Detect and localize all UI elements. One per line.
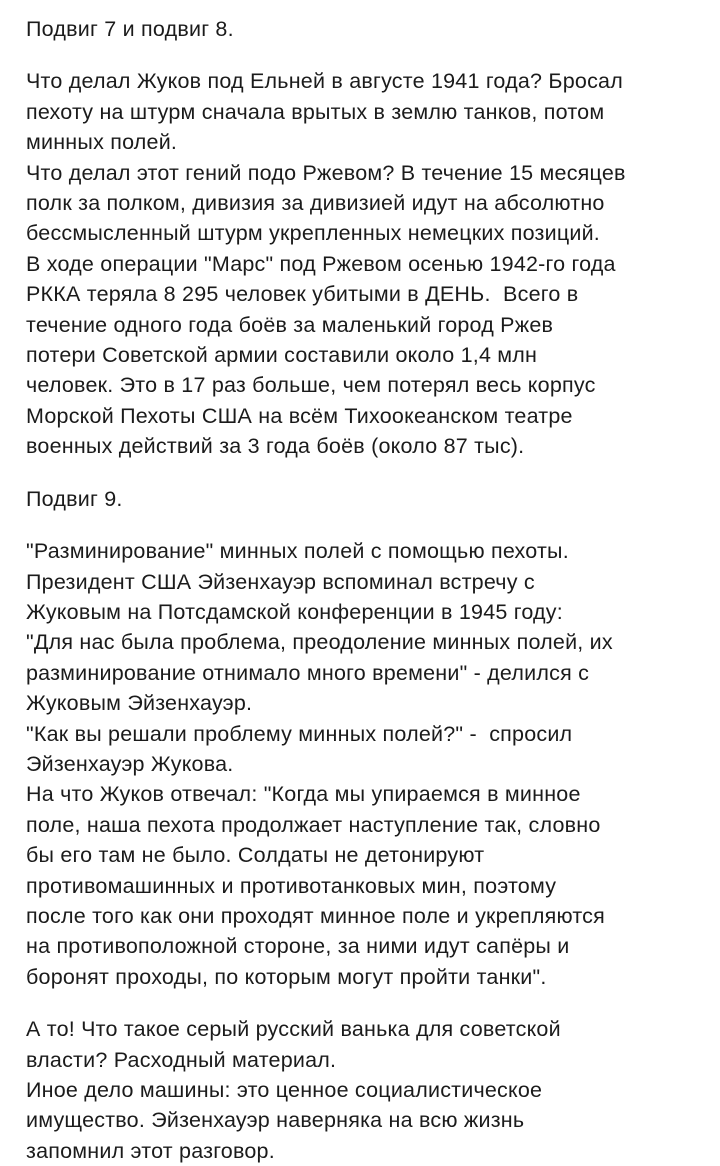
text-line: Жуковым Эйзенхауэр. (26, 691, 253, 716)
text-line: на противоположной стороне, за ними идут сапёры и (26, 934, 570, 959)
text-line: Что делал Жуков под Ельней в августе 1941 года? Бросал (26, 69, 623, 94)
text-line: бы его там не было. Солдаты не детонируют (26, 843, 485, 868)
text-line: В ходе операции "Марс" под Ржевом осенью 1942-го года (26, 251, 616, 276)
text-line: запомнил этот разговор. (26, 1138, 275, 1163)
text-line: Что делал этот гений подо Ржевом? В течение 15 месяцев (26, 160, 626, 185)
text-line: минных полей. (26, 130, 178, 155)
text-line: течение одного года боёв за маленький город Ржев (26, 312, 554, 337)
text-line: "Как вы решали проблему минных полей?" - спросил (26, 721, 573, 746)
section-heading (26, 14, 694, 44)
text-line: А то! Что такое серый русский ванька для советской (26, 1017, 561, 1042)
text-line: после того как они проходят минное поле и укрепляются (26, 903, 605, 928)
text-line: бессмысленный штурм укрепленных немецких позиций. (26, 221, 600, 246)
text-paragraph (26, 66, 694, 461)
text-paragraph (26, 536, 694, 992)
text-line: "Разминирование" минных полей с помощью пехоты. (26, 539, 569, 564)
text-line: РККА теряла 8 295 человек убитыми в ДЕНЬ. Всего в (26, 282, 579, 307)
text-line: "Для нас была проблема, преодоление минных полей, их (26, 630, 613, 655)
section-heading (26, 484, 694, 514)
text-line: власти? Расходный материал. (26, 1047, 337, 1072)
text-line: Эйзенхауэр Жукова. (26, 751, 234, 776)
text-line: Подвиг 9. (26, 486, 123, 511)
text-line: человек. Это в 17 раз больше, чем потерял весь корпус (26, 373, 596, 398)
text-line: Морской Пехоты США на всём Тихоокеанском театре (26, 403, 573, 428)
text-line: поле, наша пехота продолжает наступление так, словно (26, 812, 601, 837)
text-line: потери Советской армии составили около 1,4 млн (26, 343, 538, 368)
text-line: Президент США Эйзенхауэр вспоминал встречу с (26, 569, 535, 594)
text-line: Подвиг 7 и подвиг 8. (26, 17, 234, 41)
text-line: боронят проходы, по которым могут пройти танки". (26, 964, 547, 989)
text-paragraph (26, 1014, 694, 1166)
text-line: военных действий за 3 года боёв (около 87 тыс). (26, 434, 525, 459)
document-body (26, 14, 694, 1166)
text-line: полк за полком, дивизия за дивизией идут на абсолютно (26, 191, 605, 216)
text-line: Жуковым на Потсдамской конференции в 1945 году: (26, 599, 563, 624)
text-line: противомашинных и противотанковых мин, поэтому (26, 873, 557, 898)
text-line: На что Жуков отвечал: "Когда мы упираемся в минное (26, 782, 581, 807)
text-line: разминирование отнимало много времени" - делился с (26, 660, 590, 685)
text-line: Иное дело машины: это ценное социалистическое (26, 1078, 543, 1102)
text-line: имущество. Эйзенхауэр наверняка на всю жизнь (26, 1108, 525, 1133)
text-line: пехоту на штурм сначала врытых в землю танков, потом (26, 99, 605, 124)
